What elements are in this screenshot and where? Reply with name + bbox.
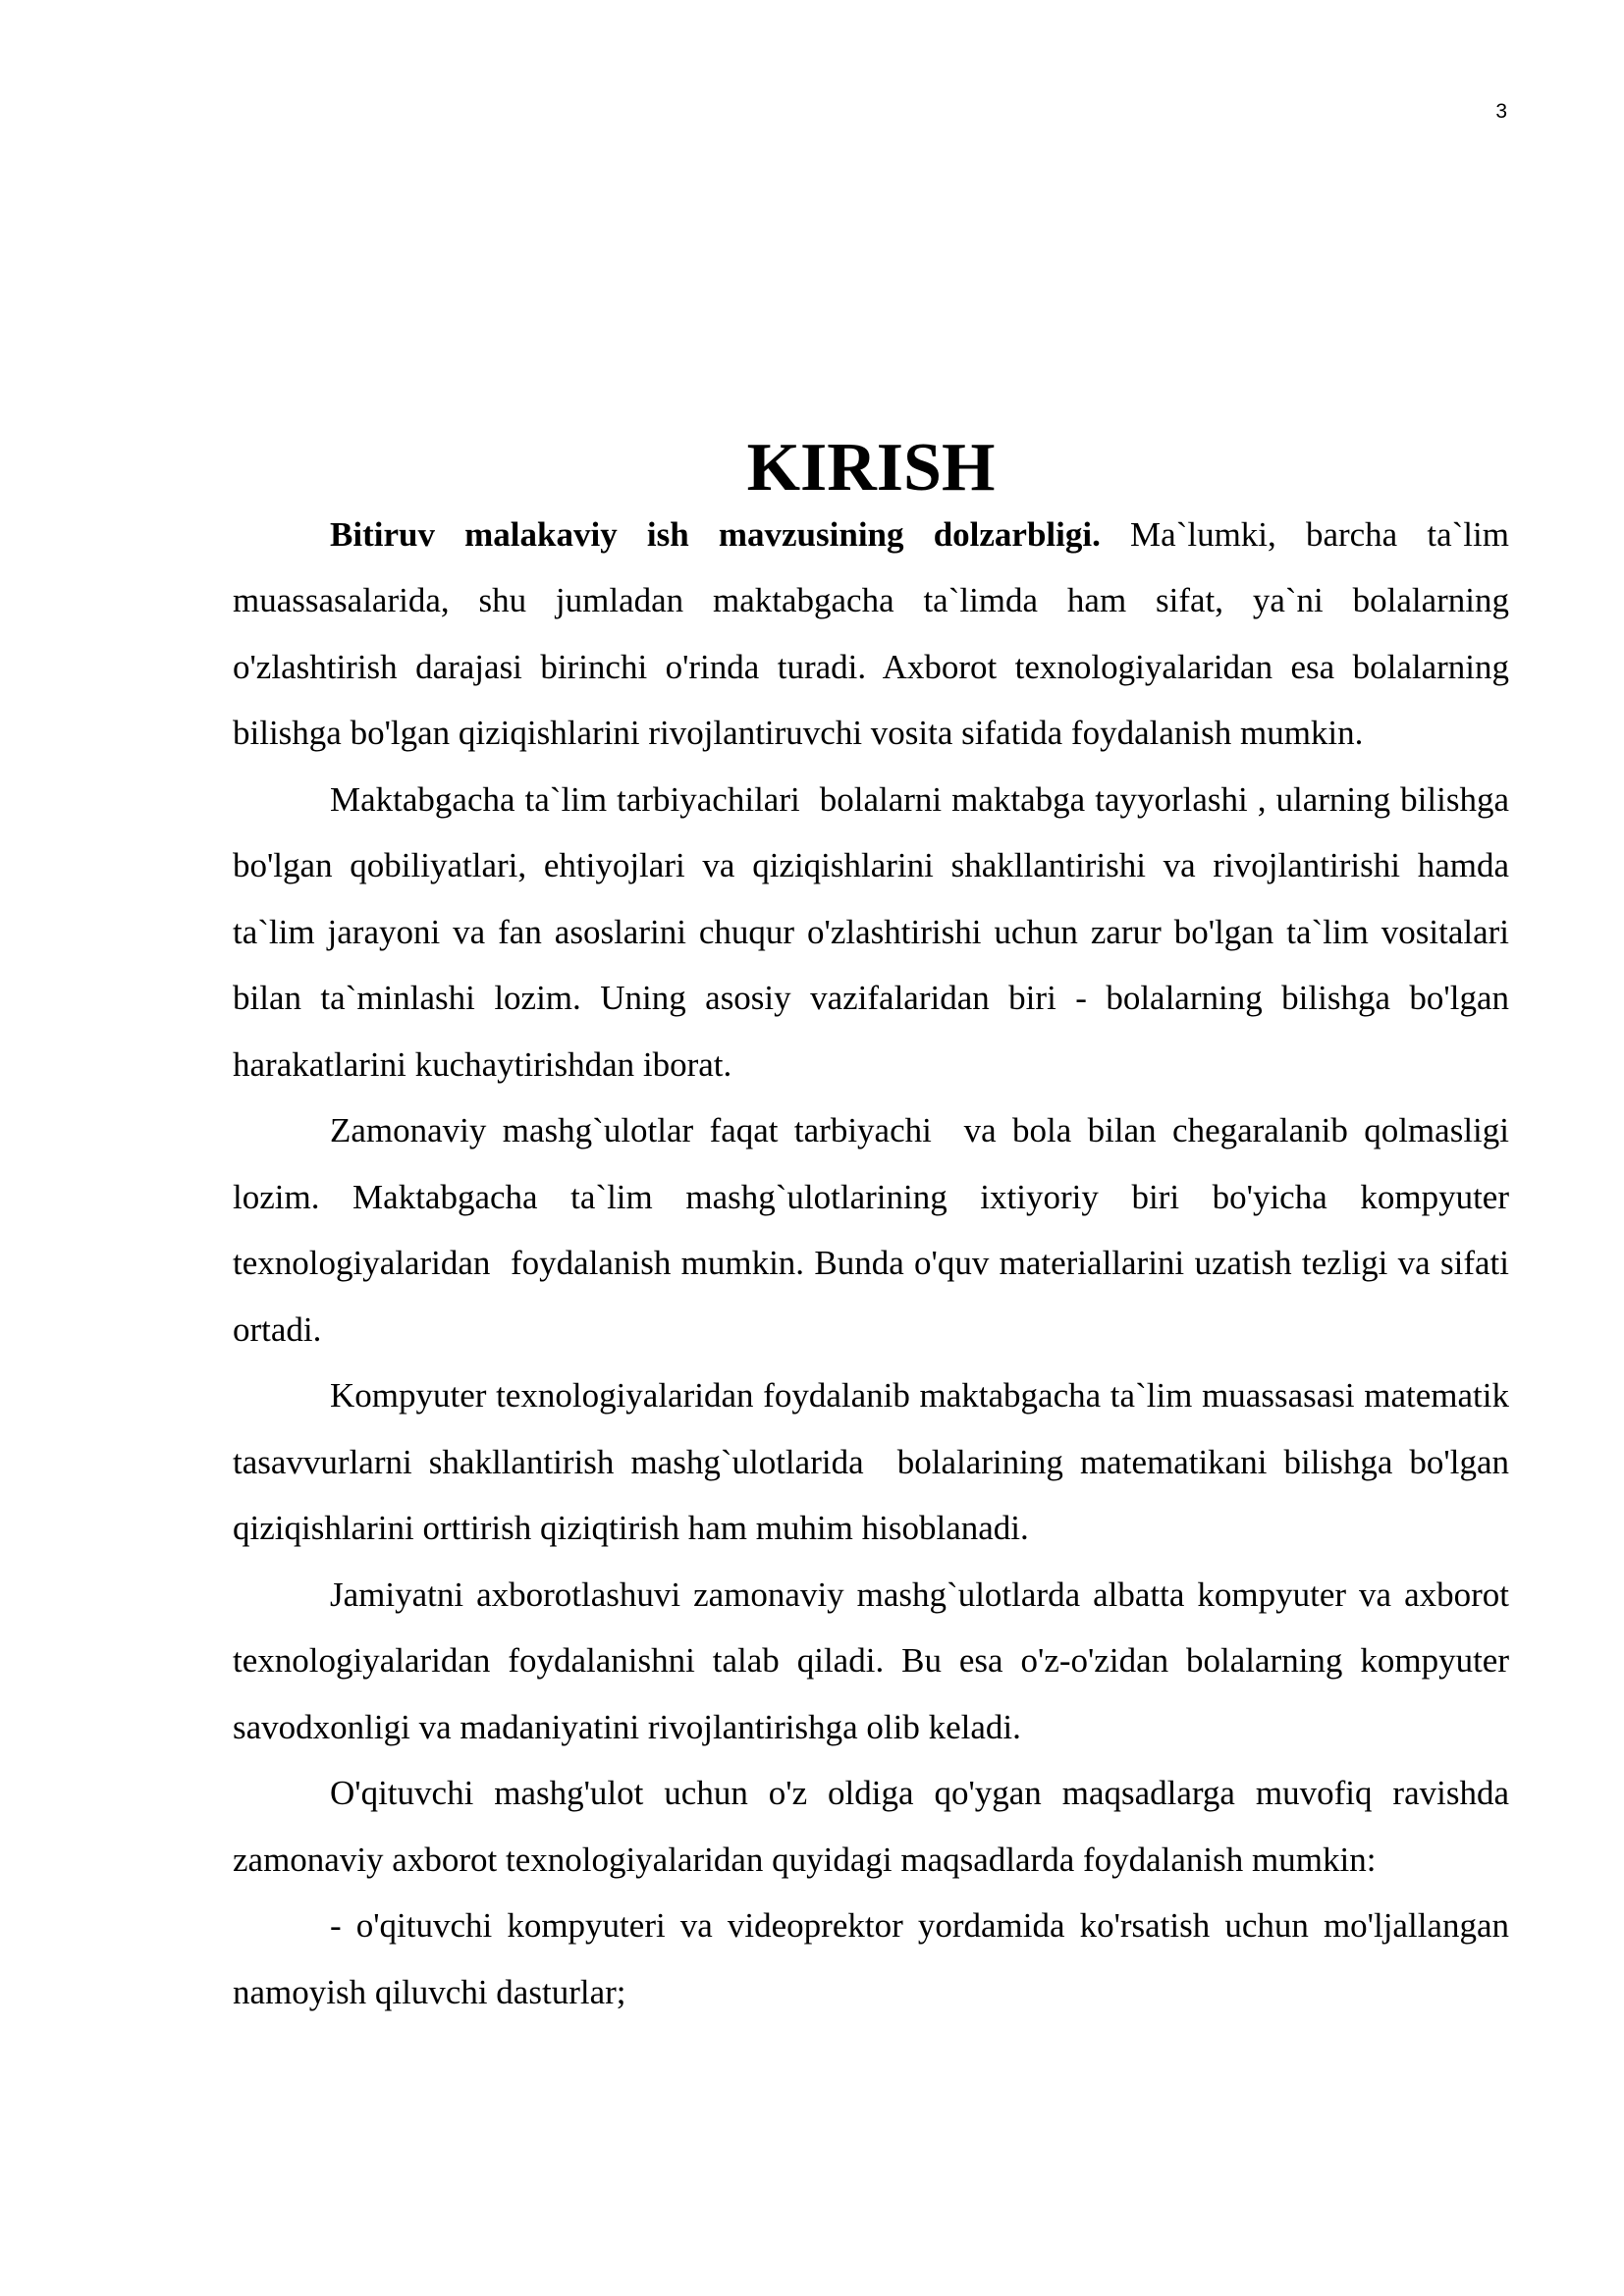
paragraph: Maktabgacha ta`lim tarbiyachilari bolalarni maktabga tayyorlashi , ularning bilishga bo'lgan qobiliyatlari, ehtiyojlari va qiziqishlarini shakllantirishi va rivojlantirishi hamda ta`lim jarayoni va fan asoslarini chuqur o'zlashtirishi uchun zarur bo'lgan ta`lim vositalari bilan ta`minlashi lozim. Uning asosiy vazifalaridan biri - bolalarning bilishga bo'lgan harakatlarini kuchaytirishdan iborat.	[233, 779, 1518, 1084]
section-heading: KIRISH	[746, 430, 996, 506]
paragraph-text: Ma`lumki, barcha ta`lim muassasalarida, shu jumladan maktabgacha ta`limda ham sifat, ya`ni bolalarning o'zlashtirish darajasi birinchi o'rinda turadi. Axborot texnologiyalaridan esa bolalarning bilishga bo'lgan qiziqishlarini rivojlantiruvchi vosita sifatida foydalanish mumkin.	[233, 514, 1518, 752]
paragraph: Jamiyatni axborotlashuvi zamonaviy mashg`ulotlarda albatta kompyuter va axborot texnologiyalaridan foydalanishni talab qiladi. Bu esa o'z-o'zidan bolalarning kompyuter savodxonligi va madaniyatini rivojlantirishga olib keladi.	[233, 1575, 1518, 1746]
paragraph-relevance	[233, 502, 1518, 767]
page-number: 3	[1495, 100, 1507, 123]
document-body	[233, 430, 1518, 2025]
paragraph: Zamonaviy mashg`ulotlar faqat tarbiyachi va bola bilan chegaralanib qolmasligi lozim. Maktabgacha ta`lim mashg`ulotlarining ixtiyoriy biri bo'yicha kompyuter texnologiyalaridan foydalanish mumkin. Bunda o'quv materiallarini uzatish tezligi va sifati ortadi.	[233, 1111, 1518, 1349]
paragraph-lead-bold: Bitiruv malakaviy ish mavzusining dolzarbligi.	[330, 514, 1101, 554]
list-item-paragraph: - o'qituvchi kompyuteri va videoprektor yordamida ko'rsatish uchun mo'ljallangan namoyish qiluvchi dasturlar;	[233, 1906, 1518, 2011]
paragraph: Kompyuter texnologiyalaridan foydalanib maktabgacha ta`lim muassasasi matematik tasavvurlarni shakllantirish mashg`ulotlarida bolalarining matematikani bilishga bo'lgan qiziqishlarini orttirish qiziqtirish ham muhim hisoblanadi.	[233, 1376, 1518, 1547]
paragraph: O'qituvchi mashg'ulot uchun o'z oldiga qo'ygan maqsadlarga muvofiq ravishda zamonaviy axborot texnologiyalaridan quyidagi maqsadlarda foydalanish mumkin:	[233, 1774, 1518, 1879]
